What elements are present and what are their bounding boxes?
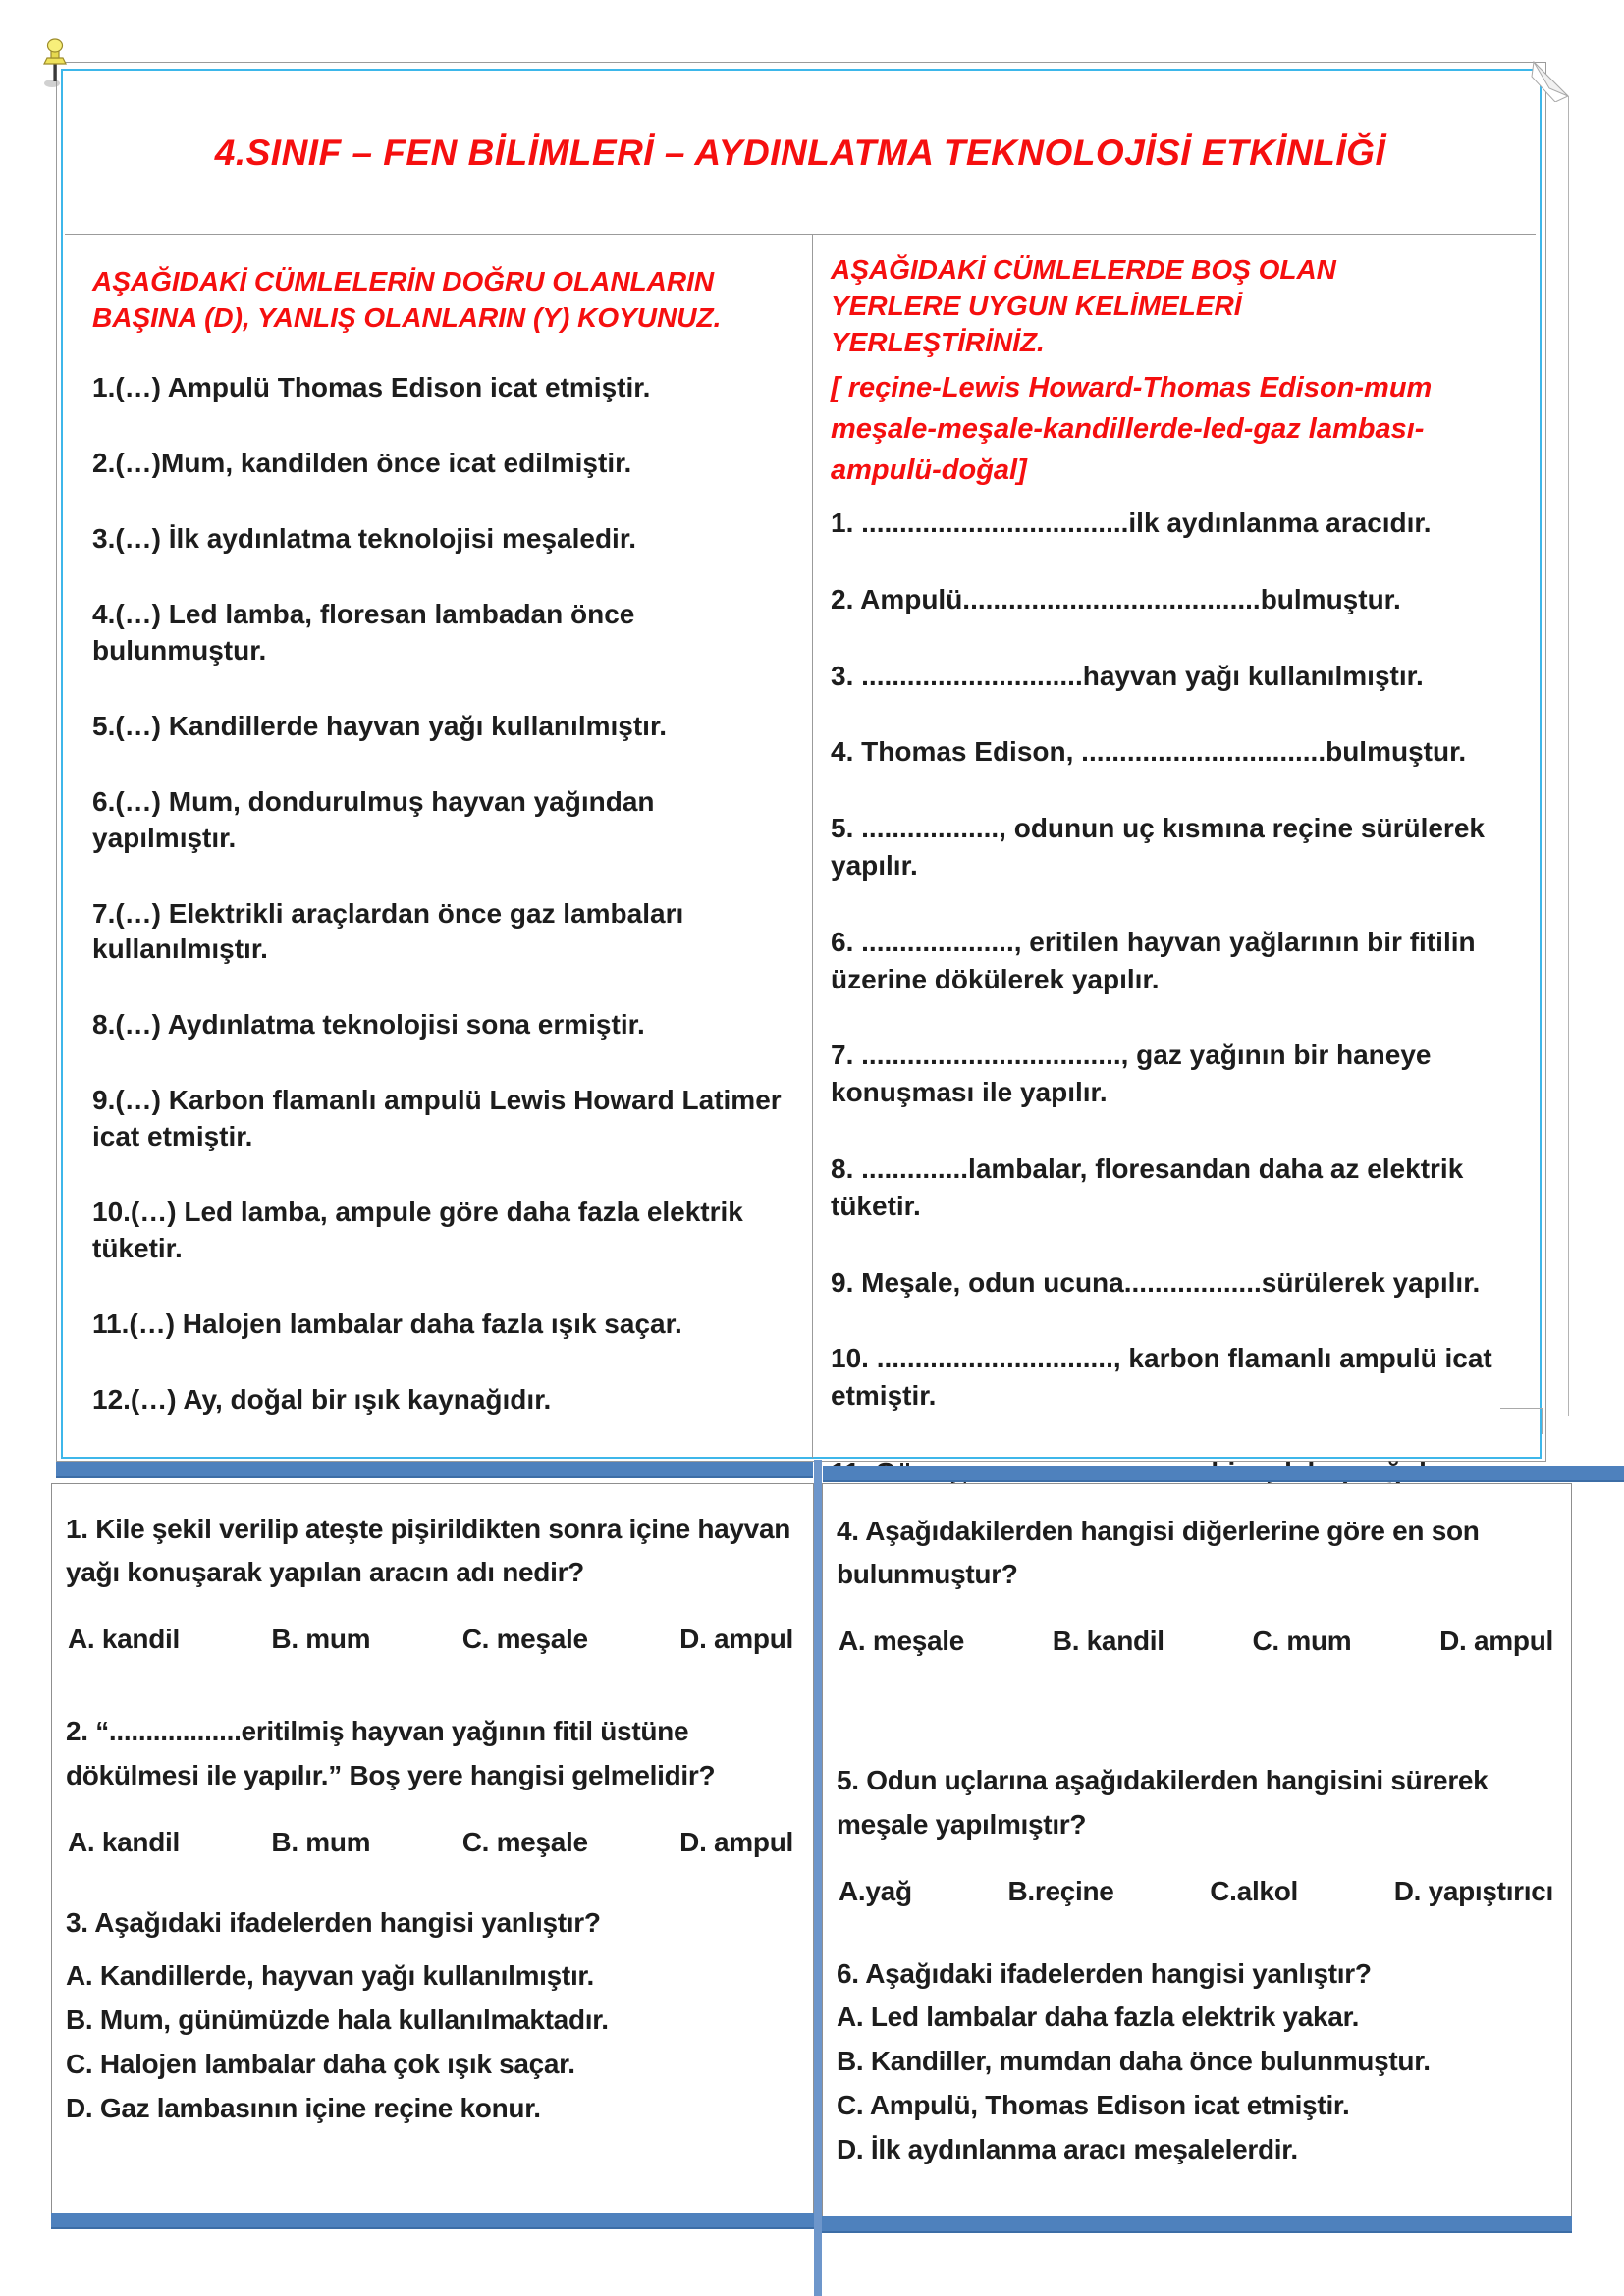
true-false-item: 6.(…) Mum, dondurulmuş hayvan yağından yapılmıştır. (92, 785, 655, 853)
options-row (68, 1827, 793, 1858)
option: A. meşale (839, 1626, 965, 1657)
true-false-item: 9.(…) Karbon flamanlı ampulü Lewis Howard Latimer icat etmiştir. (92, 1085, 782, 1152)
question-block (66, 1710, 801, 1857)
question-text: 1. Kile şekil verilip ateşte pişirildikten sonra içine hayvan yağı konuşarak yapılan aracın adı nedir? (66, 1514, 791, 1588)
question-block (66, 1508, 801, 1655)
section-divider-bar-right (823, 1466, 1624, 1482)
question-block (66, 1901, 801, 2130)
option: C. meşale (461, 1624, 588, 1655)
question-text: 6. Aşağıdaki ifadelerden hangisi yanlıştır? (837, 1957, 1372, 1989)
page-edge-artifact (1568, 96, 1569, 1416)
true-false-item: 7.(…) Elektrikli araçlardan önce gaz lambaları kullanılmıştır. (92, 897, 684, 965)
question-text: 5. Odun uçlarına aşağıdakilerden hangisini sürerek meşale yapılmıştır? (837, 1765, 1489, 1840)
options-row (839, 1626, 1553, 1657)
true-false-section (65, 235, 813, 1458)
section-divider-bar-left (56, 1462, 813, 1478)
exercise-columns (65, 235, 1536, 1458)
quiz-right-box (822, 1483, 1572, 2233)
fill-blank-instructions: AŞAĞIDAKİ CÜMLELERDE BOŞ OLAN YERLERE UYGUN KELİMELERİ YERLEŞTİRİNİZ. (831, 254, 1336, 357)
fill-blank-item: 10. ..............................., karbon flamanlı ampulü icat etmiştir. (831, 1343, 1492, 1412)
quiz-left-box (51, 1483, 814, 2229)
option: B. Kandiller, mumdan daha önce bulunmuştur. (837, 2045, 1431, 2076)
option: A. kandil (68, 1826, 180, 1857)
true-false-item: 8.(…) Aydınlatma teknolojisi sona ermiştir. (92, 1009, 645, 1041)
title-row (65, 73, 1536, 235)
question-block (837, 1952, 1561, 2171)
fill-blank-section (813, 235, 1536, 1458)
options-row (839, 1876, 1553, 1907)
fill-blank-item: 4. Thomas Edison, ................................bulmuştur. (831, 736, 1467, 768)
option: C.alkol (1210, 1875, 1298, 1906)
option: C. Ampulü, Thomas Edison icat etmiştir. (837, 2089, 1350, 2120)
question-block (837, 1759, 1561, 1906)
option: D. ampul (679, 1624, 793, 1655)
fill-blank-item: 6. ...................., eritilen hayvan yağlarının bir fitilin üzerine dökülerek yapılır. (831, 926, 1476, 994)
true-false-item: 4.(…) Led lamba, floresan lambadan önce bulunmuştur. (92, 598, 635, 666)
option: A.yağ (839, 1875, 912, 1906)
fill-blank-item: 5. .................., odunun uç kısmına reçine sürülerek yapılır. (831, 813, 1485, 881)
option: A. kandil (68, 1624, 180, 1655)
quiz-column-divider (814, 1460, 822, 2296)
true-false-instructions: AŞAĞIDAKİ CÜMLELERİN DOĞRU OLANLARIN BAŞINA (D), YANLIŞ OLANLARIN (Y) KOYUNUZ. (92, 266, 722, 333)
quiz-left-bottom-bar (51, 2213, 814, 2229)
option: B. mum (271, 1826, 371, 1857)
fill-blank-item: 3. .............................hayvan yağı kullanılmıştır. (831, 660, 1424, 691)
quiz-right-bottom-bar (822, 2216, 1572, 2233)
option: C. meşale (461, 1826, 588, 1857)
word-bank: [ reçine-Lewis Howard-Thomas Edison-mum meşale-meşale-kandillerde-led-gaz lambası-ampulü-doğal] (831, 371, 1433, 486)
option: D. ampul (679, 1826, 793, 1857)
true-false-item: 2.(…)Mum, kandilden önce icat edilmiştir. (92, 447, 632, 478)
option: B. mum (271, 1624, 371, 1655)
option: B.reçine (1007, 1875, 1114, 1906)
question-block (837, 1510, 1561, 1657)
option: C. mum (1252, 1626, 1352, 1657)
options-row (68, 1624, 793, 1655)
fill-blank-item: 1. ...................................ilk aydınlanma aracıdır. (831, 507, 1432, 538)
true-false-item: 10.(…) Led lamba, ampule göre daha fazla elektrik tüketir. (92, 1197, 743, 1264)
option: D. Gaz lambasının içine reçine konur. (66, 2092, 541, 2123)
true-false-item: 3.(…) İlk aydınlatma teknolojisi meşaledir. (92, 522, 636, 554)
option: C. Halojen lambalar daha çok ışık saçar. (66, 2048, 575, 2079)
question-text: 4. Aşağıdakilerden hangisi diğerlerine göre en son bulunmuştur? (837, 1516, 1480, 1590)
true-false-item: 5.(…) Kandillerde hayvan yağı kullanılmıştır. (92, 710, 668, 741)
page-title: 4.SINIF – FEN BİLİMLERİ – AYDINLATMA TEKNOLOJİSİ ETKİNLİĞİ (214, 133, 1386, 173)
option: A. Kandillerde, hayvan yağı kullanılmıştır. (66, 1960, 594, 1992)
fill-blank-item: 7. .................................., gaz yağının bir haneye konuşması ile yapılır. (831, 1040, 1432, 1108)
fill-blank-item: 8. ..............lambalar, floresandan daha az elektrik tüketir. (831, 1152, 1464, 1221)
question-text: 2. “..................eritilmiş hayvan yağının fitil üstüne dökülmesi ile yapılır.” Boş yere hangisi gelmelidir? (66, 1716, 716, 1790)
fill-blank-item: 9. Meşale, odun ucuna..................sürülerek yapılır. (831, 1266, 1481, 1298)
option: B. kandil (1052, 1626, 1164, 1657)
fill-blank-item: 2. Ampulü.......................................bulmuştur. (831, 583, 1401, 614)
option: D. İlk aydınlanma aracı meşalelerdir. (837, 2133, 1298, 2164)
question-text: 3. Aşağıdaki ifadelerden hangisi yanlıştır? (66, 1906, 601, 1938)
true-false-item: 12.(…) Ay, doğal bir ışık kaynağıdır. (92, 1384, 552, 1415)
option: D. ampul (1439, 1626, 1553, 1657)
true-false-item: 11.(…) Halojen lambalar daha fazla ışık saçar. (92, 1308, 682, 1340)
option: D. yapıştırıcı (1393, 1875, 1553, 1906)
true-false-item: 1.(…) Ampulü Thomas Edison icat etmiştir. (92, 371, 651, 402)
option: A. Led lambalar daha fazla elektrik yakar. (837, 2002, 1360, 2033)
option: B. Mum, günümüzde hala kullanılmaktadır. (66, 2003, 609, 2035)
